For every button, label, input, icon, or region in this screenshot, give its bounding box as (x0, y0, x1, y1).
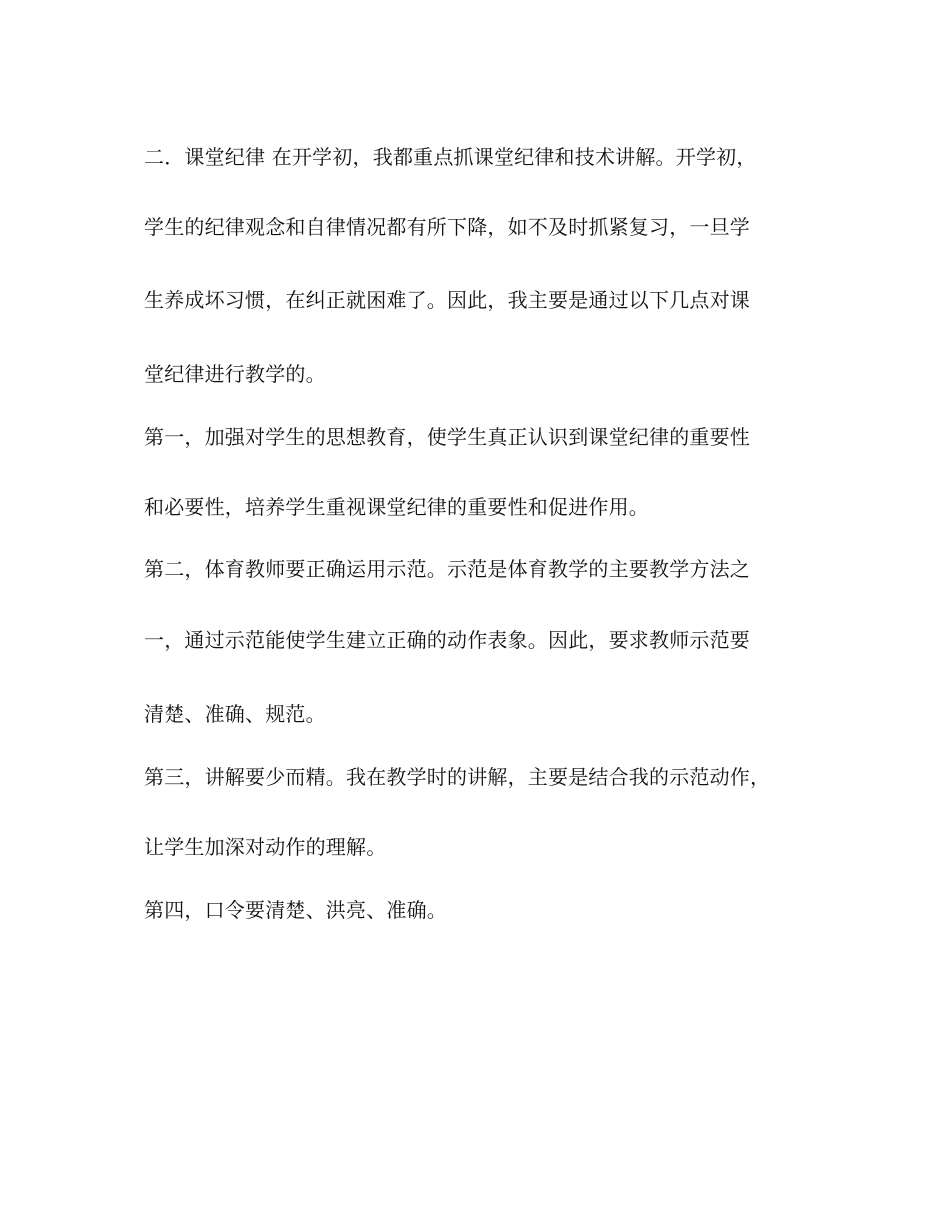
text-line: 二．课堂纪律 在开学初，我都重点抓课堂纪律和技术讲解。开学初， (144, 145, 757, 169)
text-line: 清楚、准确、规范。 (144, 702, 326, 726)
text-line: 学生的纪律观念和自律情况都有所下降，如不及时抓紧复习，一旦学 (144, 215, 750, 239)
text-line: 第三，讲解要少而精。我在教学时的讲解，主要是结合我的示范动作， (144, 765, 771, 789)
text-line: 第四，口令要清楚、洪亮、准确。 (144, 898, 447, 922)
text-line: 让学生加深对动作的理解。 (144, 835, 387, 859)
text-line: 一，通过示范能使学生建立正确的动作表象。因此，要求教师示范要 (144, 628, 750, 652)
text-line: 和必要性，培养学生重视课堂纪律的重要性和促进作用。 (144, 495, 649, 519)
text-line: 生养成坏习惯，在纠正就困难了。因此，我主要是通过以下几点对课 (144, 288, 750, 312)
text-line: 堂纪律进行教学的。 (144, 362, 326, 386)
text-line: 第二，体育教师要正确运用示范。示范是体育教学的主要教学方法之 (144, 557, 750, 581)
text-line: 第一，加强对学生的思想教育，使学生真正认识到课堂纪律的重要性 (144, 425, 750, 449)
